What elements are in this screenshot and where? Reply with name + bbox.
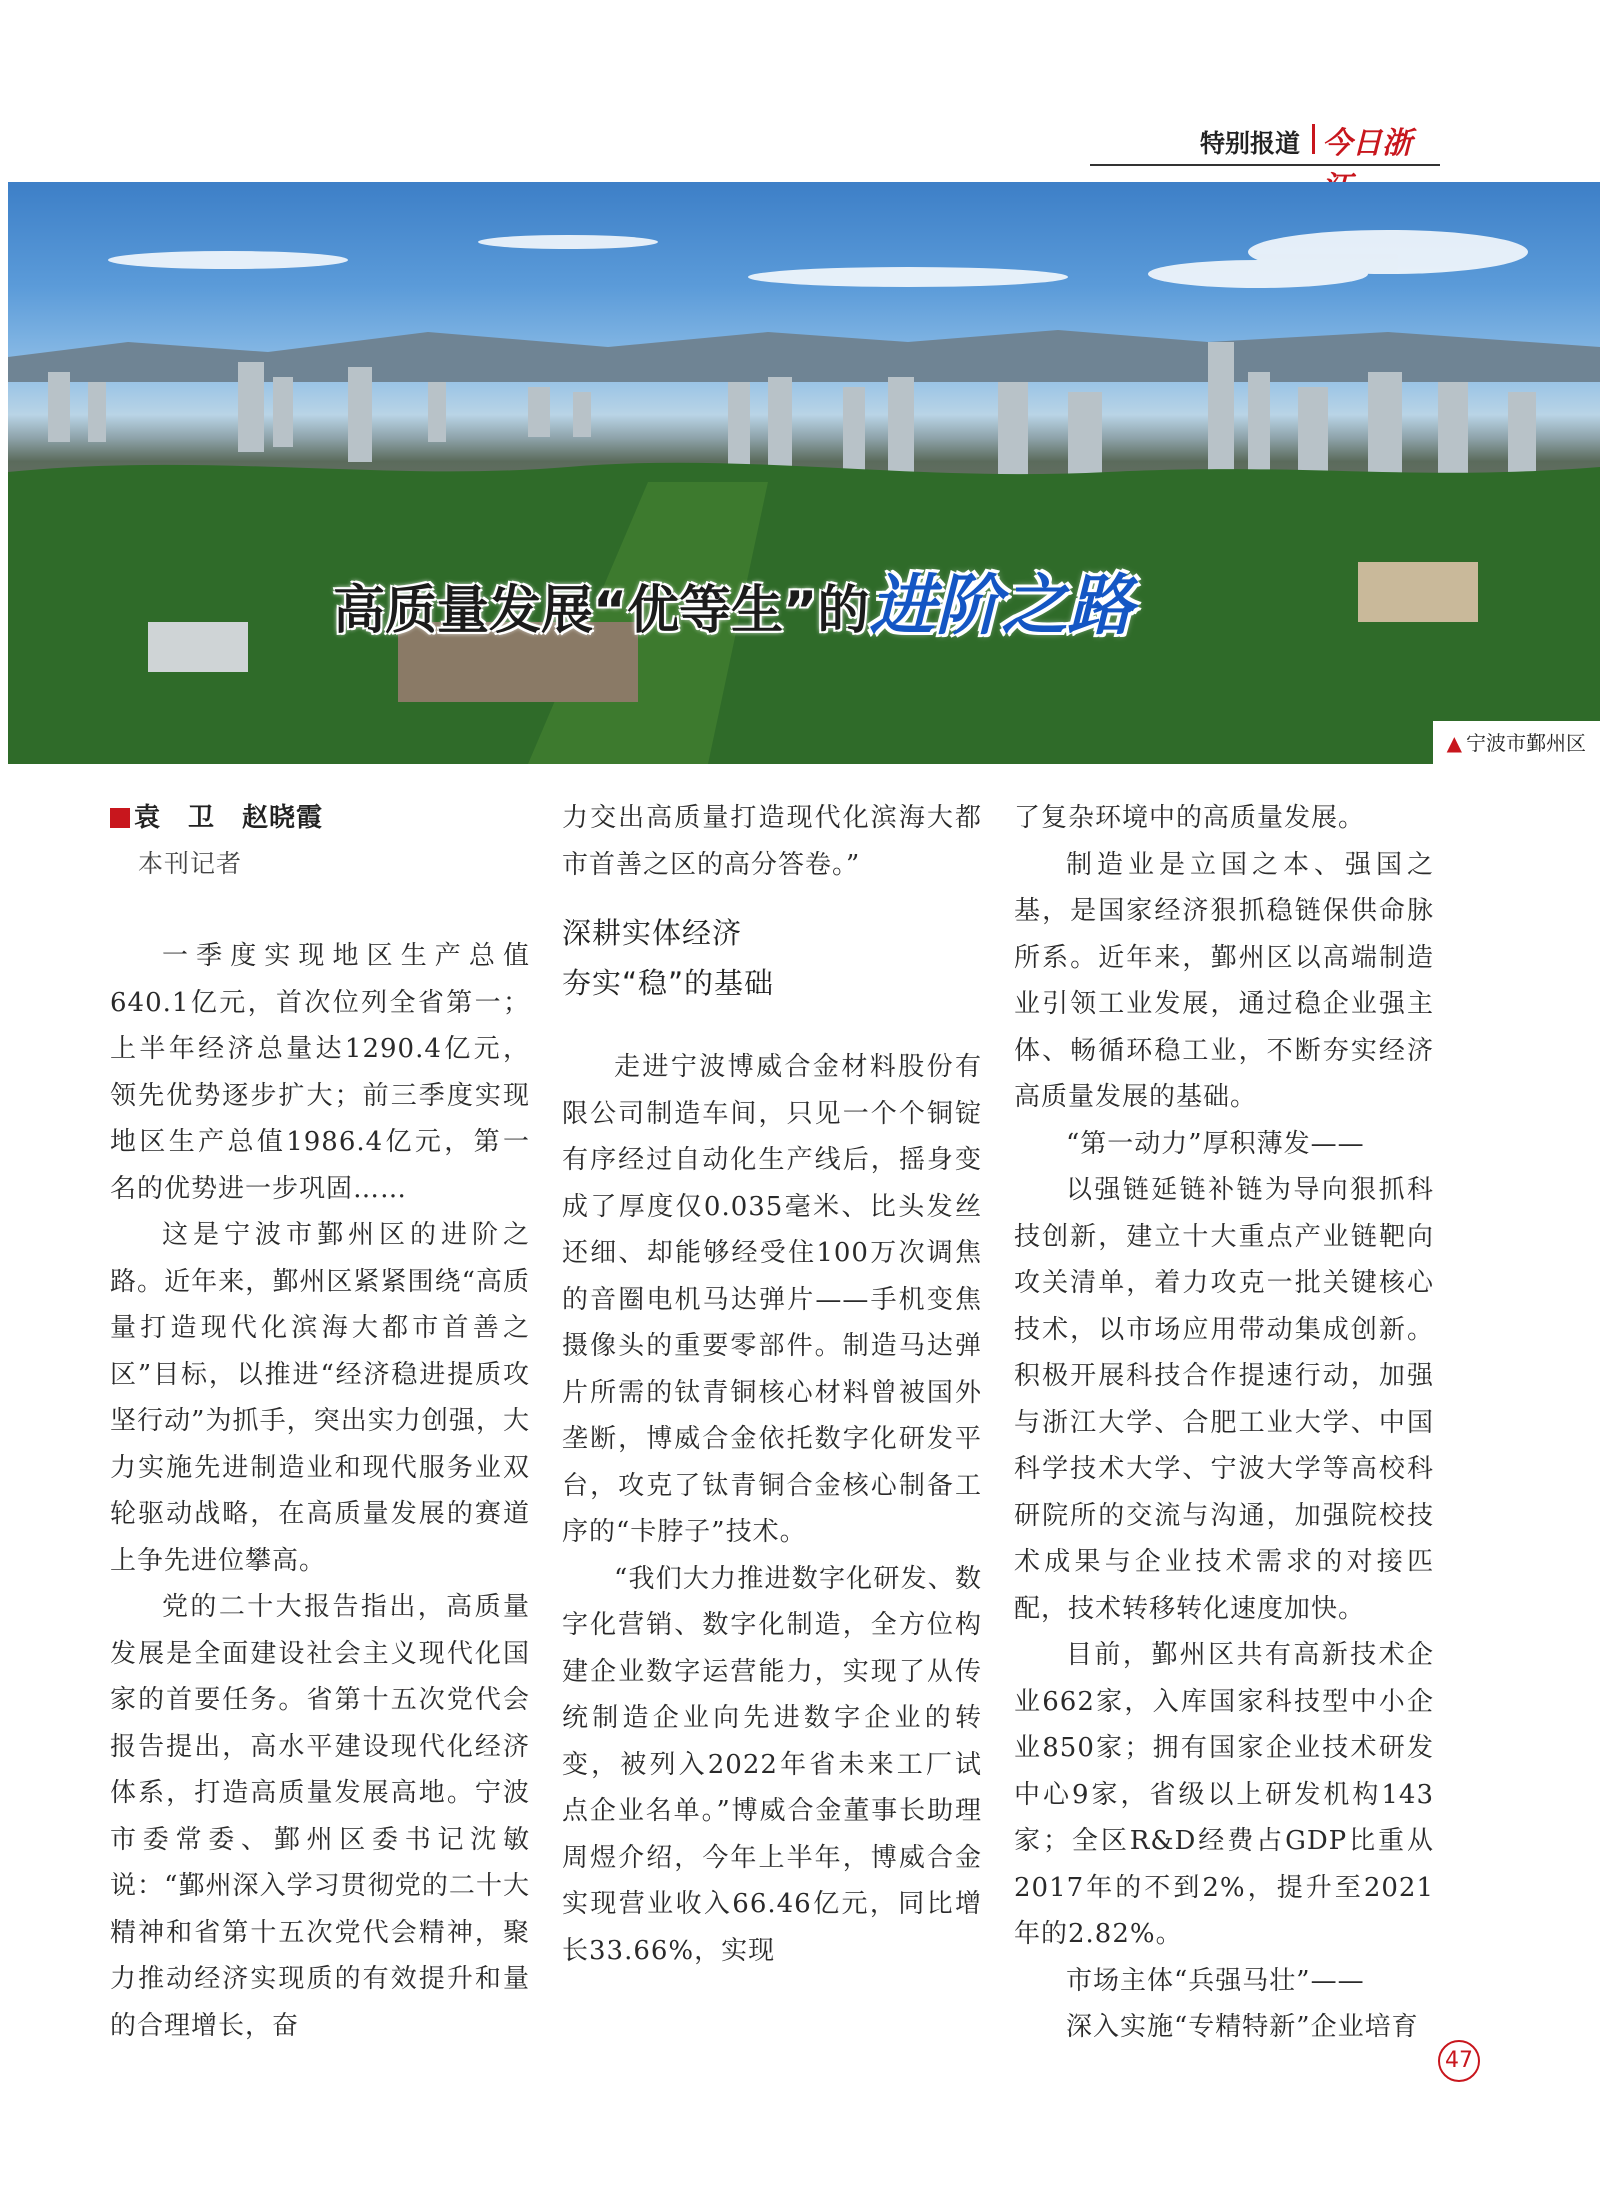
page-number: 47	[1438, 2040, 1480, 2082]
hero-photo	[8, 182, 1600, 764]
paragraph: 党的二十大报告指出，高质量发展是全面建设社会主义现代化国家的首要任务。省第十五次党代会报告提出，高水平建设现代化经济体系，打造高质量发展高地。宁波市委常委、鄞州区委书记沈敏说：“鄞州深入学习贯彻党的二十大精神和省第十五次党代会精神，聚力推动经济实现质的有效提升和量的合理增长，奋	[110, 1592, 530, 2041]
photo-caption	[1433, 721, 1600, 764]
paragraph-continued: 了复杂环境中的高质量发展。	[1014, 803, 1366, 833]
paragraph: 一季度实现地区生产总值640.1亿元，首次位列全省第一；上半年经济总量达1290.4亿元，领先优势逐步扩大；前三季度实现地区生产总值1986.4亿元，第一名的优势进一步巩固……	[110, 941, 530, 1204]
section-subheading	[562, 908, 982, 1008]
paragraph: 目前，鄞州区共有高新技术企业662家，入库国家科技型中小企业850家；拥有国家企业技术研发中心9家，省级以上研发机构143家；全区R&D经费占GDP比重从2017年的不到2%，提升至2021年的2.82%。	[1014, 1640, 1434, 1949]
subheading-line-1: 深耕实体经济	[562, 916, 743, 950]
byline	[110, 795, 530, 841]
column-2	[562, 795, 982, 1974]
authors: 袁 卫 赵晓霞	[134, 803, 324, 833]
paragraph: 以强链延链补链为导向狠抓科技创新，建立十大重点产业链靶向攻关清单，着力攻克一批关键核心技术，以市场应用带动集成创新。积极开展科技合作提速行动，加强与浙江大学、合肥工业大学、中国科学技术大学、宁波大学等高校科研院所的交流与沟通，加强院校技术成果与企业技术需求的对接匹配，技术转移转化速度加快。	[1014, 1175, 1434, 1624]
magazine-logo: 今日浙	[1322, 126, 1412, 161]
article-title	[333, 552, 1133, 647]
title-highlight: 进阶之路	[869, 567, 1134, 644]
section-label: 特别报道	[1200, 129, 1301, 158]
paragraph: “第一动力”厚积薄发——	[1066, 1128, 1365, 1159]
paragraph: 走进宁波博威合金材料股份有限公司制造车间，只见一个个铜锭有序经过自动化生产线后，摇身变成了厚度仅0.035毫米、比头发丝还细、却能够经受住100万次调焦的音圈电机马达弹片——手机变焦摄像头的重要零部件。制造马达弹片所需的钛青铜核心材料曾被国外垄断，博威合金依托数字化研发平台，攻克了钛青铜合金核心制备工序的“卡脖子”技术。	[562, 1052, 982, 1547]
header-rule	[1090, 164, 1440, 166]
header-divider	[1312, 124, 1315, 154]
author-role: 本刊记者	[138, 849, 243, 878]
subheading-line-2: 夯实“稳”的基础	[562, 966, 775, 1000]
page-header	[1090, 118, 1440, 166]
city-skyline-illustration	[8, 182, 1600, 764]
paragraph: 这是宁波市鄞州区的进阶之路。近年来，鄞州区紧紧围绕“高质量打造现代化滨海大都市首善之区”目标，以推进“经济稳进提质攻坚行动”为抓手，突出实力创强，大力实施先进制造业和现代服务业双轮驱动战略，在高质量发展的赛道上争先进位攀高。	[110, 1220, 530, 1576]
triangle-icon: ▲	[1446, 731, 1462, 755]
red-square-icon	[110, 808, 130, 828]
paragraph: 深入实施“专精特新”企业培育	[1066, 2012, 1419, 2042]
paragraph: “我们大力推进数字化研发、数字化营销、数字化制造，全方位构建企业数字运营能力，实现了从传统制造企业向先进数字企业的转变，被列入2022年省未来工厂试点企业名单。”博威合金董事长助理周煜介绍，今年上半年，博威合金实现营业收入66.46亿元，同比增长33.66%，实现	[562, 1563, 982, 1966]
column-3	[1014, 795, 1434, 2051]
caption-text: 宁波市鄞州区	[1466, 731, 1586, 755]
title-main: 高质量发展“优等生”的	[333, 581, 870, 641]
paragraph: 制造业是立国之本、强国之基，是国家经济狠抓稳链保供命脉所系。近年来，鄞州区以高端制造业引领工业发展，通过稳企业强主体、畅循环稳工业，不断夯实经济高质量发展的基础。	[1014, 849, 1434, 1112]
paragraph: 市场主体“兵强马壮”——	[1066, 1965, 1365, 1996]
paragraph-continued: 力交出高质量打造现代化滨海大都市首善之区的高分答卷。”	[562, 803, 982, 880]
column-1	[110, 795, 530, 2049]
